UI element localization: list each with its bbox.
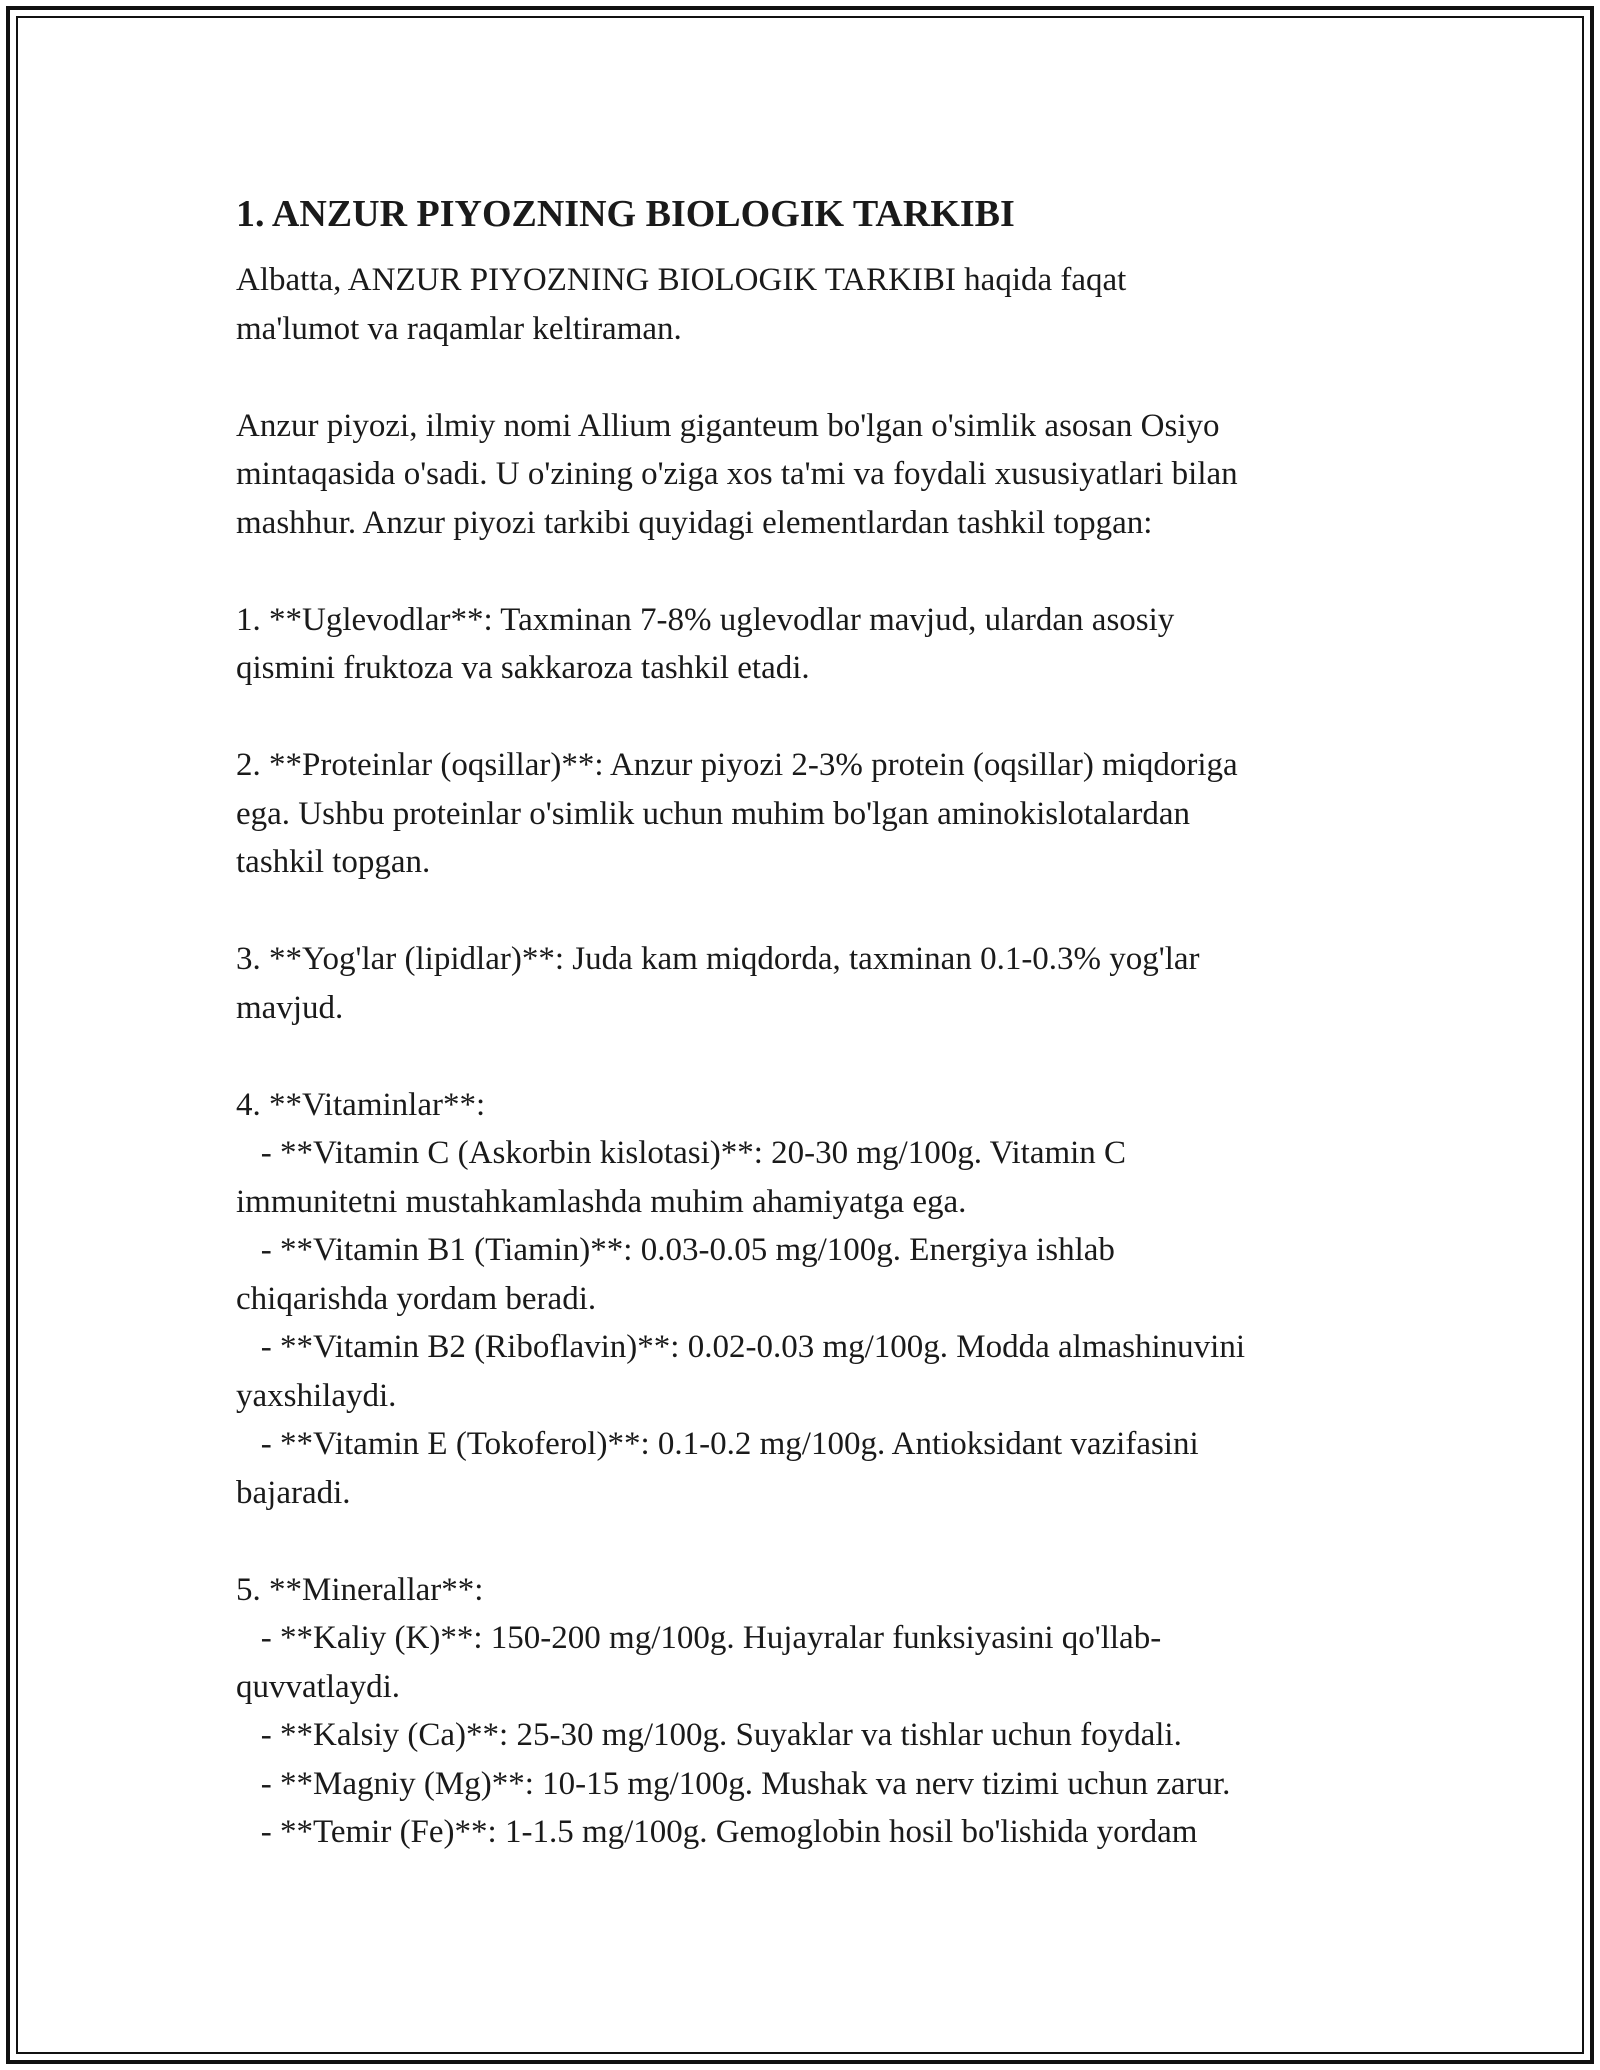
blank-line	[236, 693, 1376, 742]
text-line: 2. **Proteinlar (oqsillar)**: Anzur piyozi 2-3% protein (oqsillar) miqdoriga	[236, 747, 1238, 783]
text-line: 3. **Yog'lar (lipidlar)**: Juda kam miqdorda, taxminan 0.1-0.3% yog'lar	[236, 941, 1200, 977]
blank-line	[236, 1517, 1376, 1566]
text-line: quvvatlaydi.	[236, 1668, 401, 1705]
text-line: ma'lumot va raqamlar keltiraman.	[236, 310, 682, 347]
document-body	[236, 186, 1376, 1857]
text-line: bajaradi.	[236, 1474, 351, 1511]
text-line: mashhur. Anzur piyozi tarkibi quyidagi elementlardan tashkil topgan:	[236, 504, 1153, 541]
blank-line	[236, 547, 1376, 596]
text-line: mavjud.	[236, 989, 344, 1026]
blank-line	[236, 353, 1376, 402]
text-line: yaxshilaydi.	[236, 1377, 397, 1414]
text-line: Anzur piyozi, ilmiy nomi Allium giganteum bo'lgan o'simlik asosan Osiyo	[236, 407, 1220, 444]
text-line: 4. **Vitaminlar**:	[236, 1086, 486, 1123]
text-line: - **Vitamin C (Askorbin kislotasi)**: 20-30 mg/100g. Vitamin C	[236, 1135, 1127, 1171]
text-line: - **Vitamin E (Tokoferol)**: 0.1-0.2 mg/100g. Antioksidant vazifasini	[236, 1426, 1199, 1462]
text-line: chiqarishda yordam beradi.	[236, 1280, 597, 1317]
text-line: qismini fruktoza va sakkaroza tashkil etadi.	[236, 650, 810, 686]
text-line: mintaqasida o'sadi. U o'zining o'ziga xos ta'mi va foydali xususiyatlari bilan	[236, 456, 1238, 492]
blank-line	[236, 887, 1376, 936]
text-line: Albatta, ANZUR PIYOZNING BIOLOGIK TARKIBI haqida faqat	[236, 262, 1127, 298]
text-line: - **Temir (Fe)**: 1-1.5 mg/100g. Gemoglobin hosil bo'lishida yordam	[236, 1814, 1198, 1850]
page-title: 1. ANZUR PIYOZNING BIOLOGIK TARKIBI	[236, 193, 1015, 235]
text-line: - **Magniy (Mg)**: 10-15 mg/100g. Mushak va nerv tizimi uchun zarur.	[236, 1765, 1231, 1802]
text-line: 1. **Uglevodlar**: Taxminan 7-8% uglevodlar mavjud, ulardan asosiy	[236, 601, 1175, 638]
text-line: tashkil topgan.	[236, 844, 431, 880]
blank-line	[236, 1032, 1376, 1081]
text-line: 5. **Minerallar**:	[236, 1571, 484, 1608]
text-line: - **Vitamin B2 (Riboflavin)**: 0.02-0.03 mg/100g. Modda almashinuvini	[236, 1329, 1246, 1365]
text-line: - **Kalsiy (Ca)**: 25-30 mg/100g. Suyaklar va tishlar uchun foydali.	[236, 1717, 1182, 1753]
text-line: - **Kaliy (K)**: 150-200 mg/100g. Hujayralar funksiyasini qo'llab-	[236, 1620, 1162, 1656]
document-text	[236, 256, 1376, 1857]
text-line: - **Vitamin B1 (Tiamin)**: 0.03-0.05 mg/100g. Energiya ishlab	[236, 1232, 1115, 1268]
text-line: ega. Ushbu proteinlar o'simlik uchun muhim bo'lgan aminokislotalardan	[236, 795, 1191, 832]
text-line: immunitetni mustahkamlashda muhim ahamiyatga ega.	[236, 1183, 967, 1220]
